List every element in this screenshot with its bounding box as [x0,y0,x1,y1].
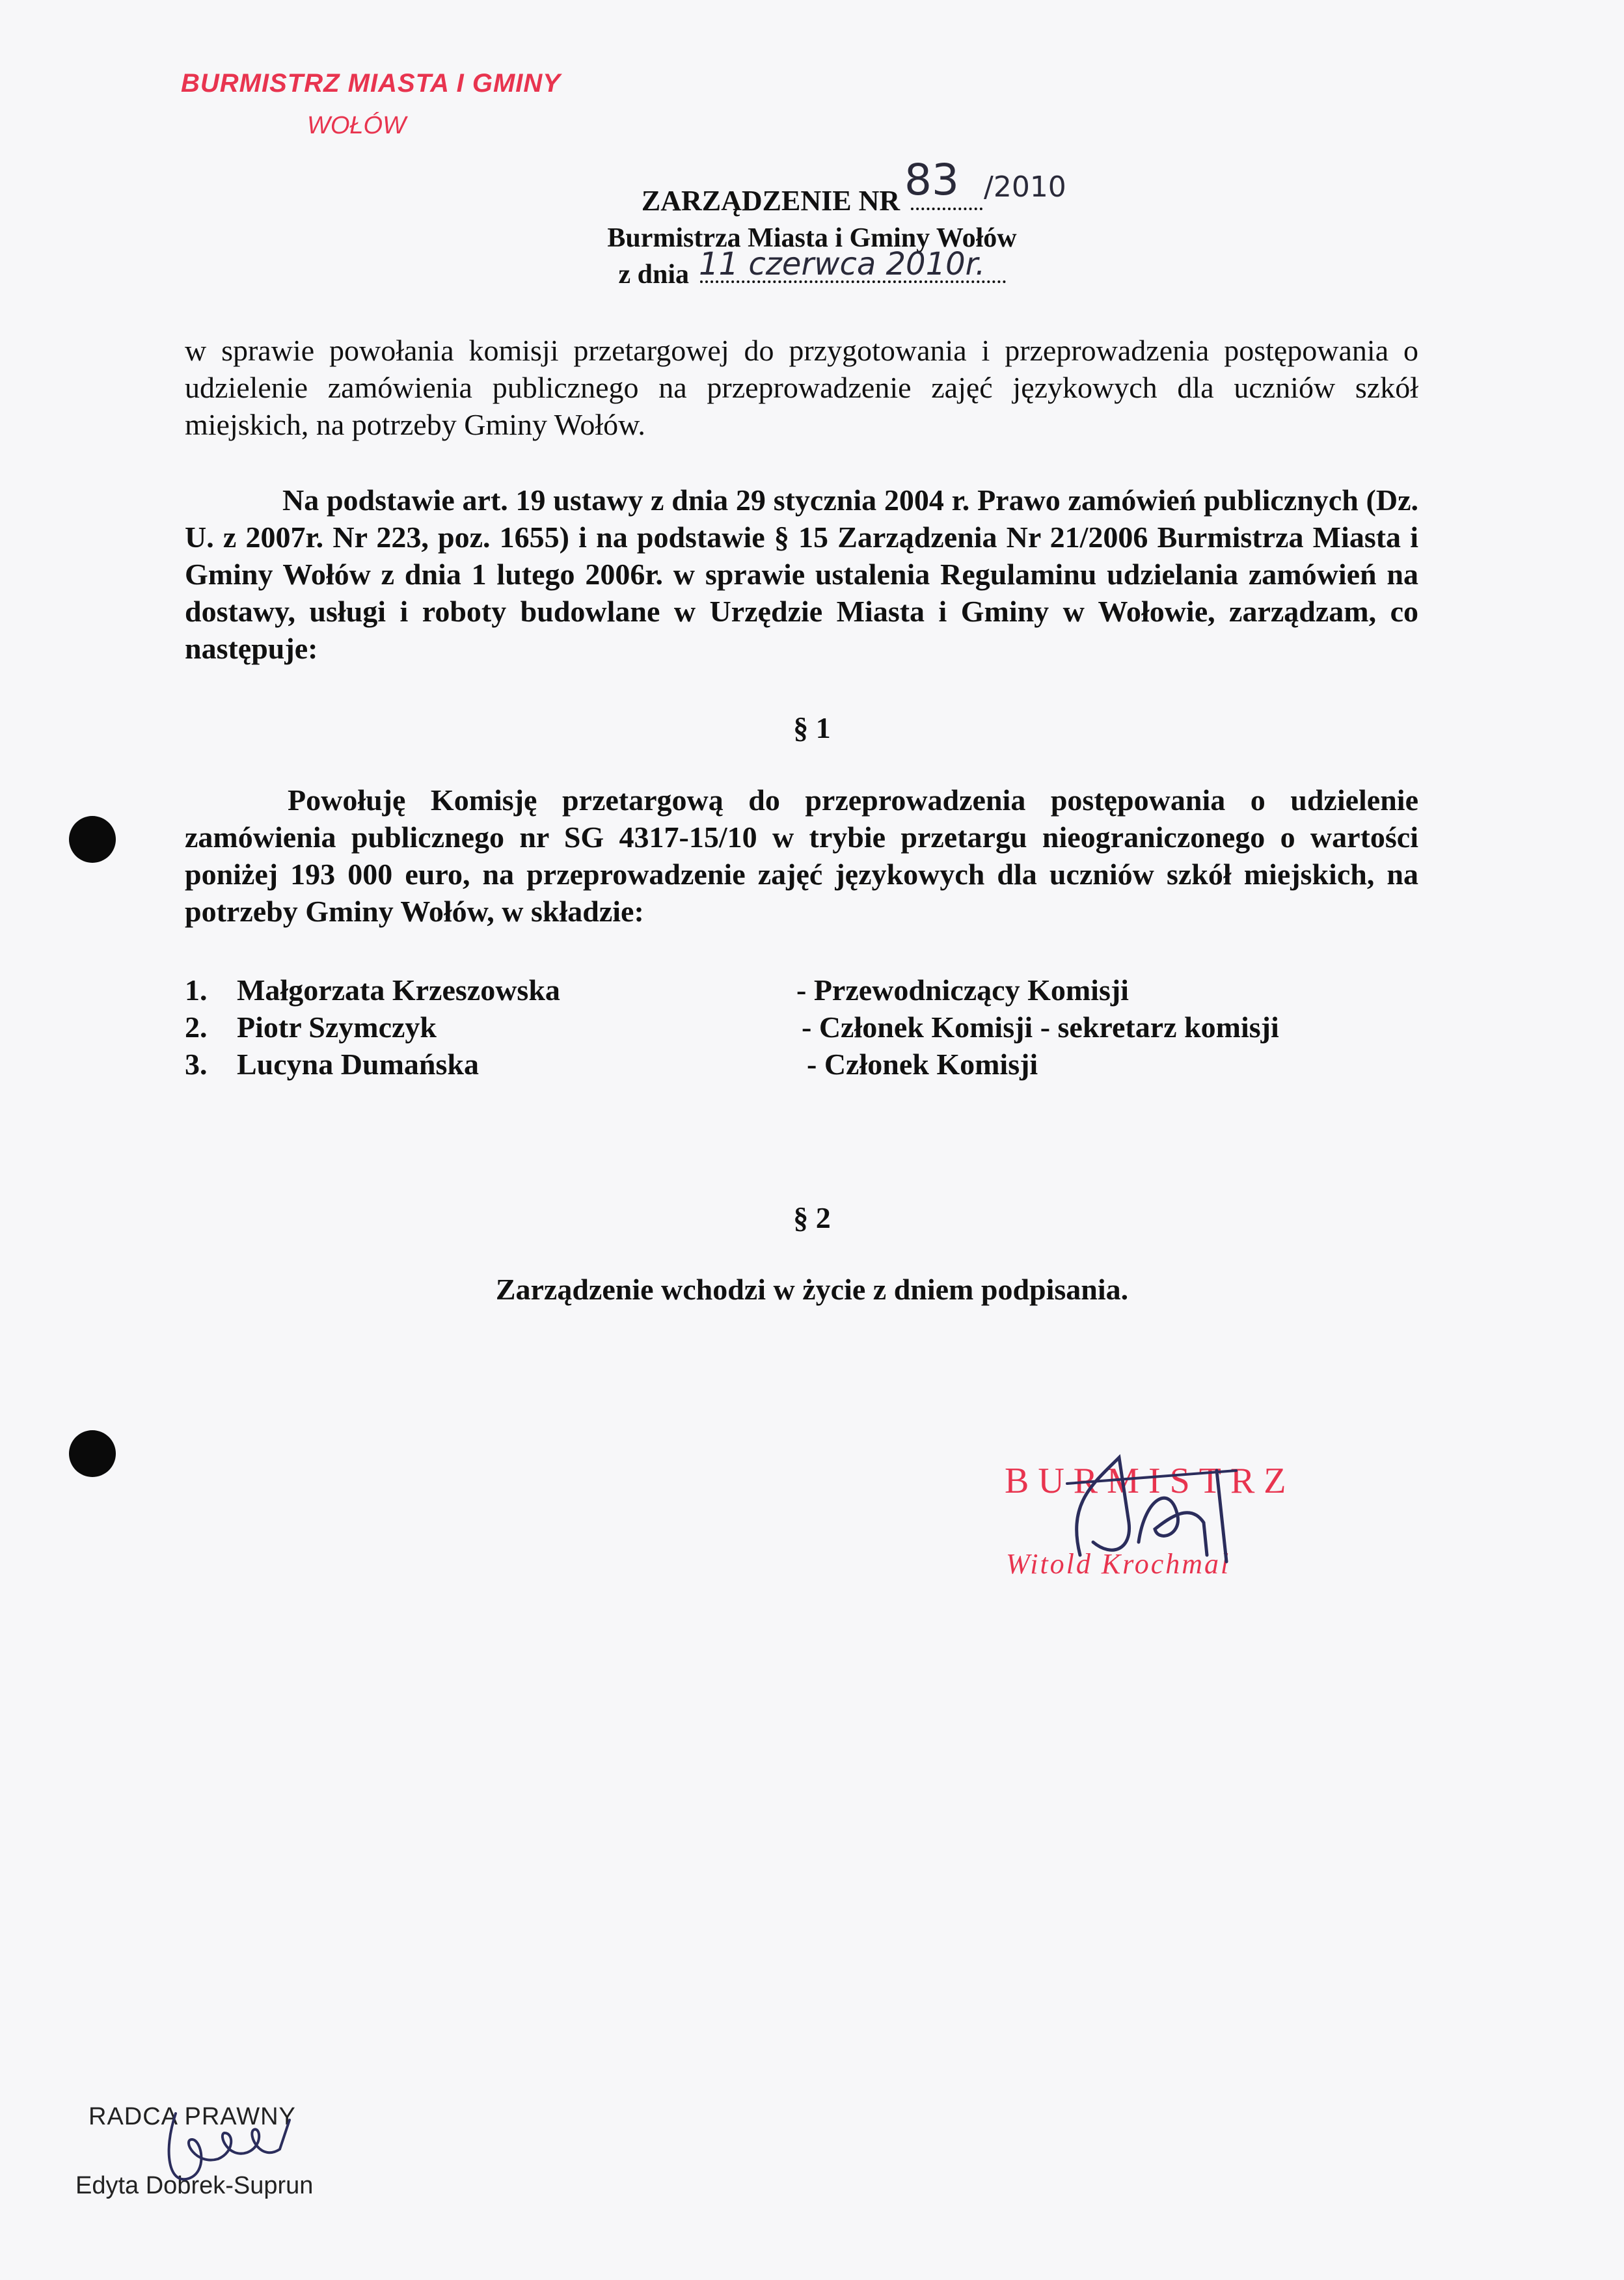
ordinance-title-prefix: ZARZĄDZENIE NR [641,185,900,217]
section-2-text: Zarządzenie wchodzi w życie z dniem podpisania. [495,1273,1129,1306]
issuer-stamp-line2: WOŁÓW [307,112,406,139]
punch-hole [69,816,116,863]
legal-counsel-stamp-title: RADCA PRAWNY [88,2103,296,2130]
member-number: 1. [185,973,208,1007]
section-1-text: Powołuję Komisję przetargową do przeprowadzenia postępowania o udzielenie zamówienia publicznego nr SG 4317-15/10 w trybie przetargu nieograniczonego o wartości poniżej 193 000 euro, na przeprowadzenie zajęć językowych dla uczniów szkół miejskich, na potrzeby Gminy Wołów, w składzie: [185,783,1418,928]
member-role: - Członek Komisji - sekretarz komisji [802,1011,1279,1044]
list-item [185,1010,1421,1047]
legal-counsel-signature-icon [156,2100,306,2198]
mayor-stamp-name: Witold Krochmal [1006,1548,1231,1580]
date-prefix: z dnia [618,260,690,290]
member-name: Lucyna Dumańska [237,1048,479,1081]
member-role: - Członek Komisji [807,1048,1038,1081]
mayor-signature-icon [1041,1445,1314,1575]
member-number: 3. [185,1048,208,1081]
ordinance-subject: w sprawie powołania komisji przetargowej do przygotowania i przeprowadzenia postępowania o udzielenie zamówienia publicznego na przeprowadzenie zajęć językowych dla uczniów szkół miejskich, na potrzeby Gminy Wołów. [185,334,1418,441]
handwritten-number: 83 [904,155,959,205]
member-number: 2. [185,1011,208,1044]
handwritten-year: /2010 [984,170,1066,204]
list-item [185,1047,1421,1084]
section-1-heading: § 1 [793,711,831,744]
commission-members-list [185,973,1421,1084]
member-name: Małgorzata Krzeszowska [237,973,560,1007]
issuer-stamp-line1: BURMISTRZ MIASTA I GMINY [181,69,561,98]
section-2-heading: § 2 [793,1201,831,1234]
legal-basis: Na podstawie art. 19 ustawy z dnia 29 stycznia 2004 r. Prawo zamówień publicznych (Dz. U. z 2007r. Nr 223, poz. 1655) i na podstawie § 15 Zarządzenia Nr 21/2006 Burmistrza Miasta i Gminy Wołów z dnia 1 lutego 2006r. w sprawie ustalenia Regulaminu udzielania zamówień na dostawy, usługi i roboty budowlane w Urzędzie Miasta i Gminy w Wołowie, zarządzam, co następuje: [185,483,1418,665]
punch-hole [69,1430,116,1477]
ordinance-issuer: Burmistrza Miasta i Gminy Wołów [607,223,1017,253]
handwritten-date: 11 czerwca 2010r. [699,246,986,282]
legal-counsel-stamp-name: Edyta Dobrek-Suprun [75,2172,314,2199]
ordinance-title [0,184,1624,217]
mayor-stamp-title: BURMISTRZ [1005,1461,1295,1501]
member-name: Piotr Szymczyk [237,1011,437,1044]
member-role: - Przewodniczący Komisji [796,973,1129,1007]
list-item [185,973,1421,1010]
